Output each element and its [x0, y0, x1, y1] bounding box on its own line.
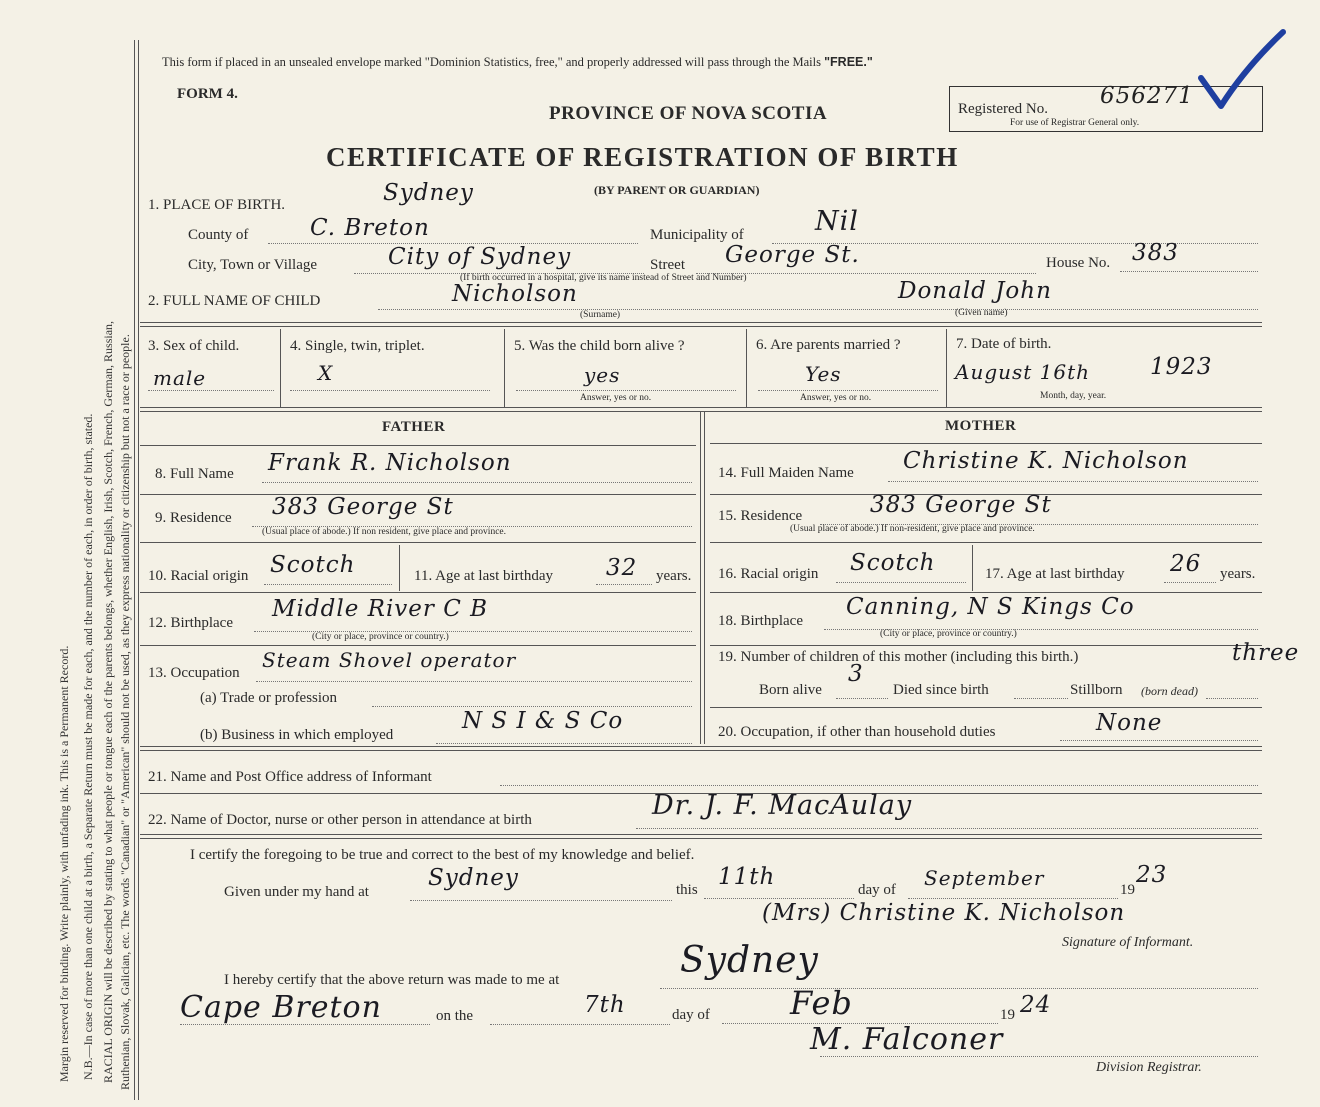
- certify-statement: I certify the foregoing to be true and correct to the best of my knowledge and belief.: [190, 847, 695, 863]
- cert-year-prefix: 19: [1120, 882, 1135, 898]
- registered-label: Registered No.: [958, 101, 1048, 117]
- father-age-value: 32: [606, 555, 638, 581]
- registrar-year-prefix: 19: [1000, 1007, 1015, 1023]
- mother-racial-label: 16. Racial origin: [718, 566, 819, 582]
- informant-signature-label: Signature of Informant.: [1062, 935, 1194, 950]
- mother-racial-value: Scotch: [850, 550, 936, 576]
- rule-after-child: [140, 322, 1262, 327]
- street-value: George St.: [725, 242, 860, 268]
- registrar-day: 7th: [584, 992, 626, 1018]
- informant-label: 21. Name and Post Office address of Informant: [148, 769, 432, 785]
- mother-residence-label: 15. Residence: [718, 508, 803, 524]
- margin-note-4: Ruthenian, Slovak, Galician, etc. The words "Canadian" or "American" should not be used, as they express nationality or citizenship but not a race or people.: [118, 334, 132, 1090]
- hospital-note: (If birth occurred in a hospital, give its name instead of Street and Number): [460, 273, 747, 283]
- born-alive-value: 3: [848, 661, 864, 687]
- county-value: C. Breton: [310, 215, 430, 241]
- mail-note: [162, 55, 873, 70]
- dob-label: 7. Date of birth.: [956, 336, 1052, 352]
- mother-years: years.: [1220, 566, 1256, 582]
- dob-note: Month, day, year.: [1040, 391, 1107, 401]
- child-name-label: 2. FULL NAME OF CHILD: [148, 293, 321, 309]
- alive-label: 5. Was the child born alive ?: [514, 338, 685, 354]
- certificate-title: CERTIFICATE OF REGISTRATION OF BIRTH: [326, 142, 959, 172]
- doctor-value: Dr. J. F. MacAulay: [652, 790, 913, 821]
- given-place: Sydney: [428, 865, 519, 891]
- mail-note-text: This form if placed in an unsealed envelope marked "Dominion Statistics, free," and properly addressed will pass through the Mails: [162, 55, 821, 69]
- alive-value: yes: [584, 363, 621, 387]
- given-label: Given under my hand at: [224, 884, 369, 900]
- mother-birthplace-label: 18. Birthplace: [718, 613, 803, 629]
- cert-day: 11th: [718, 864, 776, 890]
- checkmark-icon: [1195, 28, 1295, 113]
- married-value: Yes: [805, 362, 842, 386]
- single-label: 4. Single, twin, triplet.: [290, 338, 425, 354]
- father-birthplace-value: Middle River C B: [272, 596, 489, 622]
- surname-note: (Surname): [580, 310, 621, 320]
- rule-after-parents: [140, 746, 1262, 751]
- father-racial-label: 10. Racial origin: [148, 568, 249, 584]
- this-label: this: [676, 882, 698, 898]
- mother-name-label: 14. Full Maiden Name: [718, 465, 854, 481]
- child-given-name: Donald John: [898, 278, 1052, 304]
- single-value: X: [318, 361, 334, 385]
- father-birthplace-note: (City or place, province or country.): [312, 632, 449, 642]
- place-value: Sydney: [383, 180, 474, 206]
- father-occupation-label: 13. Occupation: [148, 665, 240, 681]
- father-name-label: 8. Full Name: [155, 466, 234, 482]
- registrar-signature-label: Division Registrar.: [1096, 1060, 1202, 1075]
- doctor-label: 22. Name of Doctor, nurse or other person in attendance at birth: [148, 812, 532, 828]
- died-label: Died since birth: [893, 682, 989, 698]
- father-residence-value: 383 George St: [272, 494, 454, 520]
- father-birthplace-label: 12. Birthplace: [148, 615, 233, 631]
- mother-occupation-value: None: [1096, 710, 1163, 736]
- margin-note-3: RACIAL ORIGIN will be described by stating to what people or tongue each of the parents belongs, whether English, Irish, Scotch, French, German, Russian,: [101, 320, 115, 1083]
- cert-month: September: [924, 866, 1045, 890]
- municipality-label: Municipality of: [650, 227, 744, 243]
- dob-year: 1923: [1150, 354, 1213, 380]
- mother-residence-note: (Usual place of abode.) If non-resident, give place and province.: [790, 524, 1035, 534]
- mother-birthplace-value: Canning, N S Kings Co: [846, 594, 1135, 620]
- mother-name-value: Christine K. Nicholson: [903, 448, 1189, 474]
- father-business-label: (b) Business in which employed: [200, 727, 394, 743]
- registrar-statement: I hereby certify that the above return was made to me at: [224, 972, 560, 988]
- alive-note: Answer, yes or no.: [580, 393, 652, 403]
- mother-children-value: three: [1232, 640, 1300, 666]
- father-residence-label: 9. Residence: [155, 510, 232, 526]
- house-value: 383: [1132, 240, 1179, 266]
- cert-year: 23: [1136, 862, 1168, 888]
- registrar-day-label: day of: [672, 1007, 710, 1023]
- informant-signature: (Mrs) Christine K. Nicholson: [762, 900, 1126, 926]
- street-label: Street: [650, 257, 685, 273]
- margin-rule: [134, 40, 139, 1100]
- mother-age-label: 17. Age at last birthday: [985, 566, 1125, 582]
- married-label: 6. Are parents married ?: [756, 337, 901, 353]
- registrar-year: 24: [1020, 992, 1052, 1018]
- rule-after-doctor: [140, 834, 1262, 839]
- place-label: 1. PLACE OF BIRTH.: [148, 197, 286, 213]
- form-number: FORM 4.: [177, 86, 238, 102]
- father-occupation-value: Steam Shovel operator: [262, 648, 517, 672]
- city-value: City of Sydney: [388, 244, 572, 270]
- cert-day-label: day of: [858, 882, 896, 898]
- province-title: PROVINCE OF NOVA SCOTIA: [549, 103, 828, 124]
- municipality-value: Nil: [815, 206, 859, 237]
- registrar-note: For use of Registrar General only.: [1010, 118, 1140, 128]
- given-note: (Given name): [955, 308, 1008, 318]
- father-racial-value: Scotch: [270, 552, 356, 578]
- margin-note-1: Margin reserved for binding. Write plainly, with unfading ink. This is a Permanent Record.: [57, 645, 71, 1082]
- county-label: County of: [188, 227, 249, 243]
- stillborn-note: (born dead): [1141, 684, 1198, 698]
- registered-value: 656271: [1100, 83, 1194, 109]
- mother-children-label: 19. Number of children of this mother (including this birth.): [718, 649, 1079, 665]
- margin-note-2: N.B.—In case of more than one child at a birth, a Separate Return must be made for each, and the number of each, in order of birth, stated.: [81, 413, 95, 1080]
- married-note: Answer, yes or no.: [800, 393, 872, 403]
- father-residence-note: (Usual place of abode.) If non resident, give place and province.: [262, 527, 506, 537]
- registrar-signature: M. Falconer: [810, 1022, 1004, 1057]
- father-heading: FATHER: [382, 419, 446, 435]
- father-name-value: Frank R. Nicholson: [268, 450, 512, 476]
- mother-heading: MOTHER: [945, 418, 1017, 434]
- certificate-subtitle: (BY PARENT OR GUARDIAN): [594, 183, 760, 197]
- mail-free: "FREE.": [824, 55, 873, 69]
- sex-label: 3. Sex of child.: [148, 338, 240, 354]
- stillborn-label: Stillborn: [1070, 682, 1123, 698]
- mother-birthplace-note: (City or place, province or country.): [880, 629, 1017, 639]
- city-label: City, Town or Village: [188, 257, 318, 273]
- mother-occupation-label: 20. Occupation, if other than household duties: [718, 724, 996, 740]
- parents-divider: [700, 412, 705, 744]
- father-years: years.: [656, 568, 692, 584]
- registrar-month: Feb: [790, 984, 853, 1022]
- mother-age-value: 26: [1170, 551, 1202, 577]
- registrar-place: Sydney: [680, 940, 819, 981]
- sex-value: male: [153, 366, 207, 390]
- child-surname: Nicholson: [452, 281, 578, 307]
- father-trade-label: (a) Trade or profession: [200, 690, 338, 706]
- dob-value: August 16th: [955, 360, 1091, 384]
- registrar-on-the: on the: [436, 1008, 474, 1024]
- father-business-value: N S I & S Co: [462, 708, 624, 734]
- house-label: House No.: [1046, 255, 1111, 271]
- father-age-label: 11. Age at last birthday: [414, 568, 553, 584]
- registrar-county: Cape Breton: [180, 990, 382, 1025]
- mother-residence-value: 383 George St: [870, 492, 1052, 518]
- born-alive-label: Born alive: [759, 682, 822, 698]
